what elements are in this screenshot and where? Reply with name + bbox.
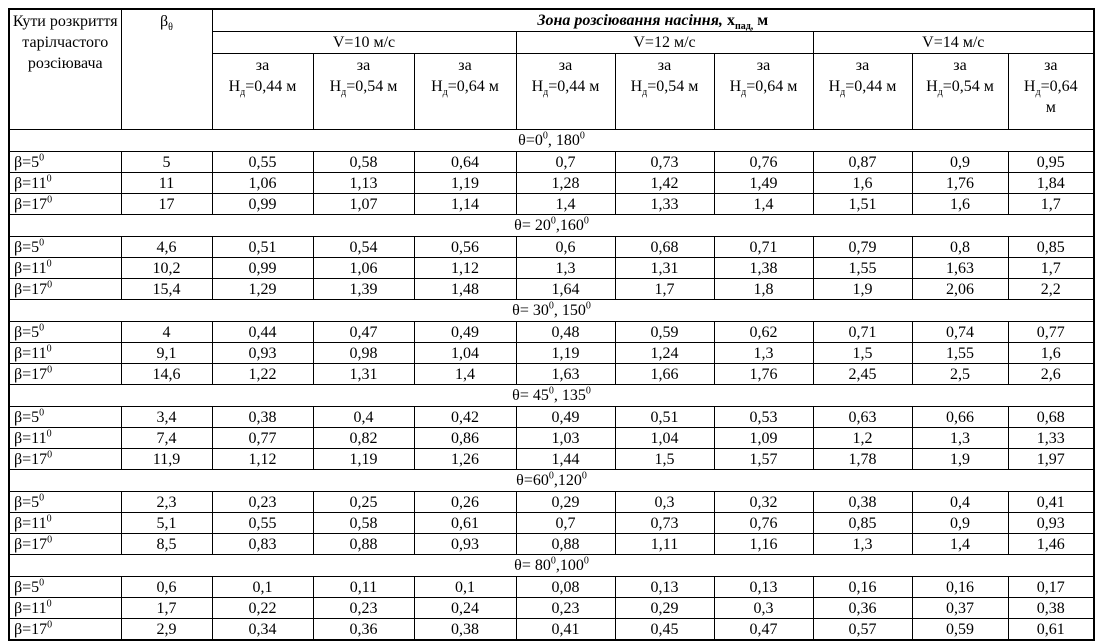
table-body [9, 130, 1094, 641]
dispersion-value: 0,86 [414, 428, 516, 449]
dispersion-value: 0,41 [1008, 492, 1094, 513]
dispersion-value: 0,71 [714, 237, 813, 258]
dispersion-value: 1,33 [615, 194, 714, 215]
dispersion-value: 0,38 [212, 407, 313, 428]
dispersion-value: 1,3 [813, 534, 912, 555]
dispersion-value: 0,29 [516, 492, 615, 513]
section-row-4 [9, 470, 1094, 492]
dispersion-value: 0,83 [212, 534, 313, 555]
dispersion-value: 1,7 [615, 279, 714, 300]
height-prefix: за [953, 57, 967, 74]
data-row-s0-r2 [9, 194, 1094, 215]
height-header-v12-h064 [714, 54, 813, 130]
dispersion-value: 1,9 [813, 279, 912, 300]
data-row-s1-r1 [9, 258, 1094, 279]
dispersion-value: 0,98 [313, 343, 414, 364]
dispersion-value: 1,46 [1008, 534, 1094, 555]
dispersion-value: 0,24 [414, 598, 516, 619]
beta-angle-label: $\beta=11^0$ [9, 428, 121, 449]
dispersion-value: 1,4 [414, 364, 516, 385]
dispersion-value: 0,45 [615, 619, 714, 641]
height-prefix: за [255, 57, 270, 74]
dispersion-value: 1,03 [516, 428, 615, 449]
height-value: $Н_д=0,44$ м [531, 78, 600, 99]
data-row-s4-r0 [9, 492, 1094, 513]
beta-theta-value: 15,4 [121, 279, 212, 300]
dispersion-value: 1,55 [912, 343, 1008, 364]
dispersion-value: 0,25 [313, 492, 414, 513]
dispersion-value: 0,13 [714, 577, 813, 598]
dispersion-value: 1,57 [714, 449, 813, 470]
dispersion-value: 1,3 [912, 428, 1008, 449]
beta-angle-label: $\beta=17^0$ [9, 619, 121, 641]
beta-theta-value: 0,6 [121, 577, 212, 598]
dispersion-value: 0,1 [414, 577, 516, 598]
height-prefix: за [458, 57, 472, 74]
dispersion-value: 1,12 [414, 258, 516, 279]
dispersion-value: 1,4 [714, 194, 813, 215]
data-row-s1-r2 [9, 279, 1094, 300]
dispersion-value: 0,61 [414, 513, 516, 534]
dispersion-value: 0,17 [1008, 577, 1094, 598]
beta-angle-label: $\beta=11^0$ [9, 598, 121, 619]
beta-angle-label: $\beta=5^0$ [9, 407, 121, 428]
height-value: $Н_д=0,64$ м [729, 78, 798, 99]
section-theta-header: $\theta= 30^0$, $150^0$ [9, 300, 1094, 322]
dispersion-value: 1,66 [615, 364, 714, 385]
dispersion-value: 1,31 [615, 258, 714, 279]
height-header-v14-h044 [813, 54, 912, 130]
zone-x-subscript: пад, [734, 20, 754, 32]
speed-group-header-v10: V=10 м/с [212, 32, 516, 54]
height-header-v10-h044 [212, 54, 313, 130]
dispersion-value: 0,16 [912, 577, 1008, 598]
beta-theta-value: 10,2 [121, 258, 212, 279]
dispersion-value: 0,7 [516, 513, 615, 534]
height-header-v10-h054 [313, 54, 414, 130]
beta-theta-value: 1,7 [121, 598, 212, 619]
data-row-s5-r1 [9, 598, 1094, 619]
dispersion-value: 1,06 [313, 258, 414, 279]
height-prefix: за [558, 57, 573, 74]
dispersion-value: 0,93 [414, 534, 516, 555]
dispersion-value: 0,23 [212, 492, 313, 513]
beta-angle-label: $\beta=5^0$ [9, 237, 121, 258]
dispersion-value: 0,73 [615, 513, 714, 534]
dispersion-value: 0,88 [313, 534, 414, 555]
zone-title-text: Зона розсіювання насіння, [537, 11, 727, 29]
dispersion-value: 1,12 [212, 449, 313, 470]
speed-group-header-v12: V=12 м/с [516, 32, 813, 54]
dispersion-value: 1,48 [414, 279, 516, 300]
dispersion-value: 1,6 [813, 173, 912, 194]
dispersion-value: 0,16 [813, 577, 912, 598]
section-theta-header: $\theta= 45^0$, $135^0$ [9, 385, 1094, 407]
dispersion-value: 0,76 [714, 513, 813, 534]
dispersion-value: 1,51 [813, 194, 912, 215]
dispersion-value: 1,11 [615, 534, 714, 555]
section-theta-header: $\theta=60^0,120^0$ [9, 470, 1094, 492]
dispersion-value: 0,41 [516, 619, 615, 641]
dispersion-value: 0,7 [516, 152, 615, 173]
dispersion-value: 0,79 [813, 237, 912, 258]
dispersion-value: 0,23 [516, 598, 615, 619]
dispersion-value: 1,04 [414, 343, 516, 364]
dispersion-value: 1,84 [1008, 173, 1094, 194]
beta-theta-value: 11,9 [121, 449, 212, 470]
dispersion-value: 0,37 [912, 598, 1008, 619]
section-theta-header: $\theta= 20^0,160^0$ [9, 215, 1094, 237]
dispersion-value: 0,54 [313, 237, 414, 258]
corner-header-opening-angles: Кути розкриття тарілчастого розсіювача [9, 9, 121, 130]
dispersion-value: 1,3 [516, 258, 615, 279]
height-value: $Н_д=0,54$ м [630, 78, 699, 99]
height-header-v14-h054 [912, 54, 1008, 130]
dispersion-value: 0,11 [313, 577, 414, 598]
dispersion-value: 1,06 [212, 173, 313, 194]
dispersion-value: 0,6 [516, 237, 615, 258]
beta-theta-value: 5,1 [121, 513, 212, 534]
height-value: $Н_д=0,64$ [1023, 78, 1078, 99]
dispersion-value: 0,85 [813, 513, 912, 534]
dispersion-value: 0,71 [813, 322, 912, 343]
height-value: $Н_д=0,44$ м [828, 78, 897, 99]
data-row-s2-r2 [9, 364, 1094, 385]
dispersion-value: 2,06 [912, 279, 1008, 300]
dispersion-value: 0,13 [615, 577, 714, 598]
dispersion-value: 0,93 [1008, 513, 1094, 534]
beta-angle-label: $\beta=5^0$ [9, 152, 121, 173]
height-prefix: за [356, 57, 371, 74]
dispersion-value: 2,2 [1008, 279, 1094, 300]
dispersion-value: 2,5 [912, 364, 1008, 385]
beta-theta-value: 9,1 [121, 343, 212, 364]
dispersion-value: 0,51 [615, 407, 714, 428]
dispersion-value: 1,4 [912, 534, 1008, 555]
dispersion-value: 0,47 [313, 322, 414, 343]
beta-theta-value: 5 [121, 152, 212, 173]
dispersion-value: 0,32 [714, 492, 813, 513]
dispersion-value: 1,49 [714, 173, 813, 194]
dispersion-value: 0,48 [516, 322, 615, 343]
dispersion-value: 0,26 [414, 492, 516, 513]
dispersion-value: 1,64 [516, 279, 615, 300]
dispersion-value: 0,34 [212, 619, 313, 641]
beta-theta-value: 8,5 [121, 534, 212, 555]
section-theta-header: $\theta= 80^0,100^0$ [9, 555, 1094, 577]
dispersion-value: 0,95 [1008, 152, 1094, 173]
dispersion-value: 0,74 [912, 322, 1008, 343]
dispersion-value: 0,73 [615, 152, 714, 173]
beta-angle-label: $\beta=11^0$ [9, 343, 121, 364]
height-value: $Н_д=0,54$ м [926, 78, 994, 99]
height-prefix: за [1044, 57, 1058, 74]
dispersion-value: 1,63 [912, 258, 1008, 279]
dispersion-value: 1,8 [714, 279, 813, 300]
dispersion-value: 1,2 [813, 428, 912, 449]
dispersion-value: 1,33 [1008, 428, 1094, 449]
dispersion-value: 1,24 [615, 343, 714, 364]
dispersion-value: 1,26 [414, 449, 516, 470]
dispersion-value: 1,09 [714, 428, 813, 449]
dispersion-value: 0,57 [813, 619, 912, 641]
height-value: $Н_д=0,64$ м [431, 78, 499, 99]
dispersion-value: 2,6 [1008, 364, 1094, 385]
dispersion-value: 0,93 [212, 343, 313, 364]
dispersion-value: 1,19 [313, 449, 414, 470]
dispersion-value: 0,4 [912, 492, 1008, 513]
height-header-v14-h064 [1008, 54, 1094, 130]
data-row-s4-r1 [9, 513, 1094, 534]
dispersion-value: 1,6 [912, 194, 1008, 215]
dispersion-value: 0,36 [813, 598, 912, 619]
data-row-s3-r1 [9, 428, 1094, 449]
dispersion-value: 1,29 [212, 279, 313, 300]
dispersion-value: 1,7 [1008, 194, 1094, 215]
beta-theta-value: 4,6 [121, 237, 212, 258]
beta-angle-label: $\beta=11^0$ [9, 258, 121, 279]
beta-angle-label: $\beta=17^0$ [9, 279, 121, 300]
height-header-v12-h044 [516, 54, 615, 130]
dispersion-value: 0,36 [313, 619, 414, 641]
dispersion-value: 0,47 [714, 619, 813, 641]
beta-angle-label: $\beta=17^0$ [9, 449, 121, 470]
dispersion-value: 0,64 [414, 152, 516, 173]
dispersion-value: 0,99 [212, 194, 313, 215]
dispersion-value: 0,23 [313, 598, 414, 619]
data-row-s4-r2 [9, 534, 1094, 555]
dispersion-value: 0,9 [912, 513, 1008, 534]
beta-theta-value: 2,3 [121, 492, 212, 513]
dispersion-value: 1,78 [813, 449, 912, 470]
dispersion-value: 0,61 [1008, 619, 1094, 641]
beta-theta-column-header [121, 9, 212, 130]
dispersion-value: 0,77 [1008, 322, 1094, 343]
dispersion-value: 1,42 [615, 173, 714, 194]
dispersion-value: 0,49 [414, 322, 516, 343]
section-row-3 [9, 385, 1094, 407]
beta-angle-label: $\beta=17^0$ [9, 194, 121, 215]
dispersion-value: 0,59 [912, 619, 1008, 641]
dispersion-value: 1,3 [714, 343, 813, 364]
height-header-v10-h064 [414, 54, 516, 130]
beta-theta-value: 7,4 [121, 428, 212, 449]
section-row-0 [9, 130, 1094, 152]
dispersion-value: 0,3 [714, 598, 813, 619]
beta-angle-label: $\beta=5^0$ [9, 492, 121, 513]
dispersion-value: 0,08 [516, 577, 615, 598]
seed-dispersion-table [8, 8, 1095, 641]
height-prefix: за [657, 57, 672, 74]
dispersion-value: 1,4 [516, 194, 615, 215]
beta-theta-value: 4 [121, 322, 212, 343]
dispersion-value: 0,9 [912, 152, 1008, 173]
speed-group-header-v14: V=14 м/с [813, 32, 1094, 54]
dispersion-value: 0,87 [813, 152, 912, 173]
dispersion-value: 1,38 [714, 258, 813, 279]
height-value: $Н_д=0,54$ м [329, 78, 398, 99]
data-row-s5-r0 [9, 577, 1094, 598]
dispersion-value: 1,19 [516, 343, 615, 364]
dispersion-value: 0,85 [1008, 237, 1094, 258]
dispersion-value: 0,38 [813, 492, 912, 513]
dispersion-value: 0,59 [615, 322, 714, 343]
beta-theta-value: 11 [121, 173, 212, 194]
data-row-s2-r0 [9, 322, 1094, 343]
dispersion-value: 1,39 [313, 279, 414, 300]
dispersion-value: 1,28 [516, 173, 615, 194]
dispersion-value: 0,63 [813, 407, 912, 428]
zone-x-symbol: х [726, 11, 735, 29]
dispersion-value: 0,49 [516, 407, 615, 428]
data-row-s0-r0 [9, 152, 1094, 173]
dispersion-value: 0,68 [615, 237, 714, 258]
section-theta-header: $\theta=0^0$, $180^0$ [9, 130, 1094, 152]
dispersion-value: 1,5 [813, 343, 912, 364]
dispersion-value: 0,42 [414, 407, 516, 428]
dispersion-value: 0,56 [414, 237, 516, 258]
beta-angle-label: $\beta=5^0$ [9, 577, 121, 598]
dispersion-value: 1,44 [516, 449, 615, 470]
dispersion-value: 0,62 [714, 322, 813, 343]
dispersion-value: 0,76 [714, 152, 813, 173]
beta-symbol: β [160, 13, 169, 30]
dispersion-value: 1,63 [516, 364, 615, 385]
dispersion-value: 1,76 [714, 364, 813, 385]
section-row-5 [9, 555, 1094, 577]
dispersion-value: 0,51 [212, 237, 313, 258]
dispersion-value: 0,29 [615, 598, 714, 619]
beta-theta-value: 17 [121, 194, 212, 215]
beta-angle-label: $\beta=5^0$ [9, 322, 121, 343]
dispersion-value: 1,97 [1008, 449, 1094, 470]
dispersion-value: 0,38 [414, 619, 516, 641]
dispersion-value: 0,68 [1008, 407, 1094, 428]
data-row-s2-r1 [9, 343, 1094, 364]
dispersion-value: 1,55 [813, 258, 912, 279]
dispersion-value: 0,82 [313, 428, 414, 449]
dispersion-value: 1,5 [615, 449, 714, 470]
data-row-s1-r0 [9, 237, 1094, 258]
dispersion-value: 1,19 [414, 173, 516, 194]
dispersion-value: 1,14 [414, 194, 516, 215]
dispersion-value: 2,45 [813, 364, 912, 385]
dispersion-value: 1,31 [313, 364, 414, 385]
dispersion-value: 0,4 [313, 407, 414, 428]
height-unit-wrapped: м [1045, 99, 1056, 116]
beta-angle-label: $\beta=11^0$ [9, 173, 121, 194]
dispersion-value: 0,55 [212, 513, 313, 534]
beta-angle-label: $\beta=11^0$ [9, 513, 121, 534]
dispersion-value: 0,55 [212, 152, 313, 173]
dispersion-value: 1,16 [714, 534, 813, 555]
dispersion-value: 0,58 [313, 152, 414, 173]
zone-header [212, 9, 1094, 32]
zone-unit: м [753, 11, 769, 29]
dispersion-value: 1,7 [1008, 258, 1094, 279]
dispersion-value: 0,44 [212, 322, 313, 343]
height-prefix: за [756, 57, 771, 74]
beta-angle-label: $\beta=17^0$ [9, 364, 121, 385]
dispersion-value: 0,1 [212, 577, 313, 598]
section-row-2 [9, 300, 1094, 322]
dispersion-value: 0,77 [212, 428, 313, 449]
table-header [9, 9, 1094, 130]
dispersion-value: 1,13 [313, 173, 414, 194]
beta-theta-value: 14,6 [121, 364, 212, 385]
dispersion-value: 0,22 [212, 598, 313, 619]
height-header-v12-h054 [615, 54, 714, 130]
dispersion-value: 0,58 [313, 513, 414, 534]
data-row-s0-r1 [9, 173, 1094, 194]
dispersion-value: 0,99 [212, 258, 313, 279]
dispersion-value: 1,76 [912, 173, 1008, 194]
beta-symbol-subscript: θ [168, 22, 173, 34]
data-row-s5-r2 [9, 619, 1094, 641]
dispersion-value: 0,8 [912, 237, 1008, 258]
section-row-1 [9, 215, 1094, 237]
data-row-s3-r2 [9, 449, 1094, 470]
dispersion-value: 1,22 [212, 364, 313, 385]
dispersion-value: 0,53 [714, 407, 813, 428]
beta-angle-label: $\beta=17^0$ [9, 534, 121, 555]
dispersion-value: 1,07 [313, 194, 414, 215]
beta-theta-value: 3,4 [121, 407, 212, 428]
dispersion-value: 0,38 [1008, 598, 1094, 619]
height-value: $Н_д=0,44$ м [228, 78, 297, 99]
height-prefix: за [855, 57, 870, 74]
dispersion-value: 1,6 [1008, 343, 1094, 364]
dispersion-value: 0,66 [912, 407, 1008, 428]
data-row-s3-r0 [9, 407, 1094, 428]
dispersion-value: 0,3 [615, 492, 714, 513]
beta-theta-value: 2,9 [121, 619, 212, 641]
dispersion-value: 1,9 [912, 449, 1008, 470]
dispersion-value: 1,04 [615, 428, 714, 449]
dispersion-value: 0,88 [516, 534, 615, 555]
